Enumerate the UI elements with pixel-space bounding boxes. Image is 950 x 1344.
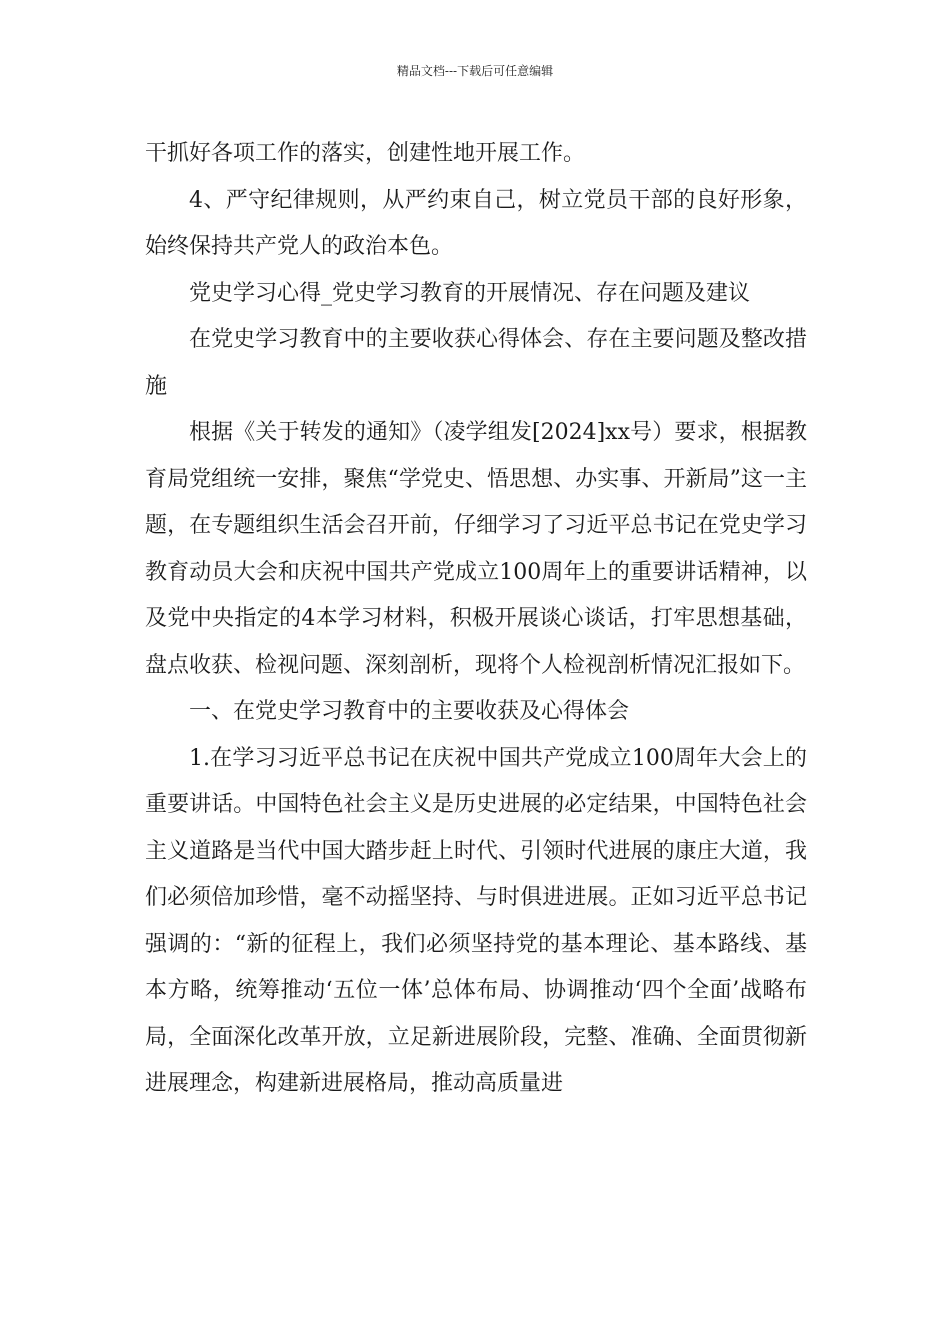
section-heading-subtitle: 在党史学习教育中的主要收获心得体会、存在主要问题及整改措施 bbox=[145, 327, 807, 399]
section-heading-title: 党史学习心得_党史学习教育的开展情况、存在问题及建议 bbox=[189, 280, 751, 306]
section-heading-1: 一、在党史学习教育中的主要收获及心得体会 bbox=[189, 699, 630, 724]
paragraph-intro: 根据《关于转发的通知》（凌学组发[2024]xx号）要求，根据教育局党组统一安排，聚焦“学党史、悟思想、办实事、开新局”这一主题，在专题组织生活会召开前，仔细学习了习近平总书记在党史学习教育动员大会和庆祝中国共产党成立100周年上的重要讲话精神，以及党中央指定的4本学习材料，积极开展谈心谈话，打牢思想基础，盘点收获、检视问题、深刻剖析，现将个人检视剖析情况汇报如下。 bbox=[145, 420, 807, 678]
document-body bbox=[145, 131, 807, 1108]
paragraph-point-1: 1.在学习习近平总书记在庆祝中国共产党成立100周年大会上的重要讲话。中国特色社会主义是历史进展的必定结果，中国特色社会主义道路是当代中国大踏步赶上时代、引领时代进展的康庄大道，我们必须倍加珍惜，毫不动摇坚持、与时俱进进展。正如习近平总书记强调的：“新的征程上，我们必须坚持党的基本理论、基本路线、基本方略，统筹推动‘五位一体’总体布局、协调推动‘四个全面’战略布局，全面深化改革开放，立足新进展阶段，完整、准确、全面贯彻新进展理念，构建新进展格局，推动高质量进 bbox=[145, 745, 807, 1096]
paragraph-continuation: 干抓好各项工作的落实，创建性地开展工作。 bbox=[145, 141, 586, 166]
paragraph-item-4: 4、严守纪律规则，从严约束自己，树立党员干部的良好形象，始终保持共产党人的政治本色。 bbox=[145, 187, 807, 259]
page-header: 精品文档---下载后可任意编辑 bbox=[396, 64, 554, 78]
